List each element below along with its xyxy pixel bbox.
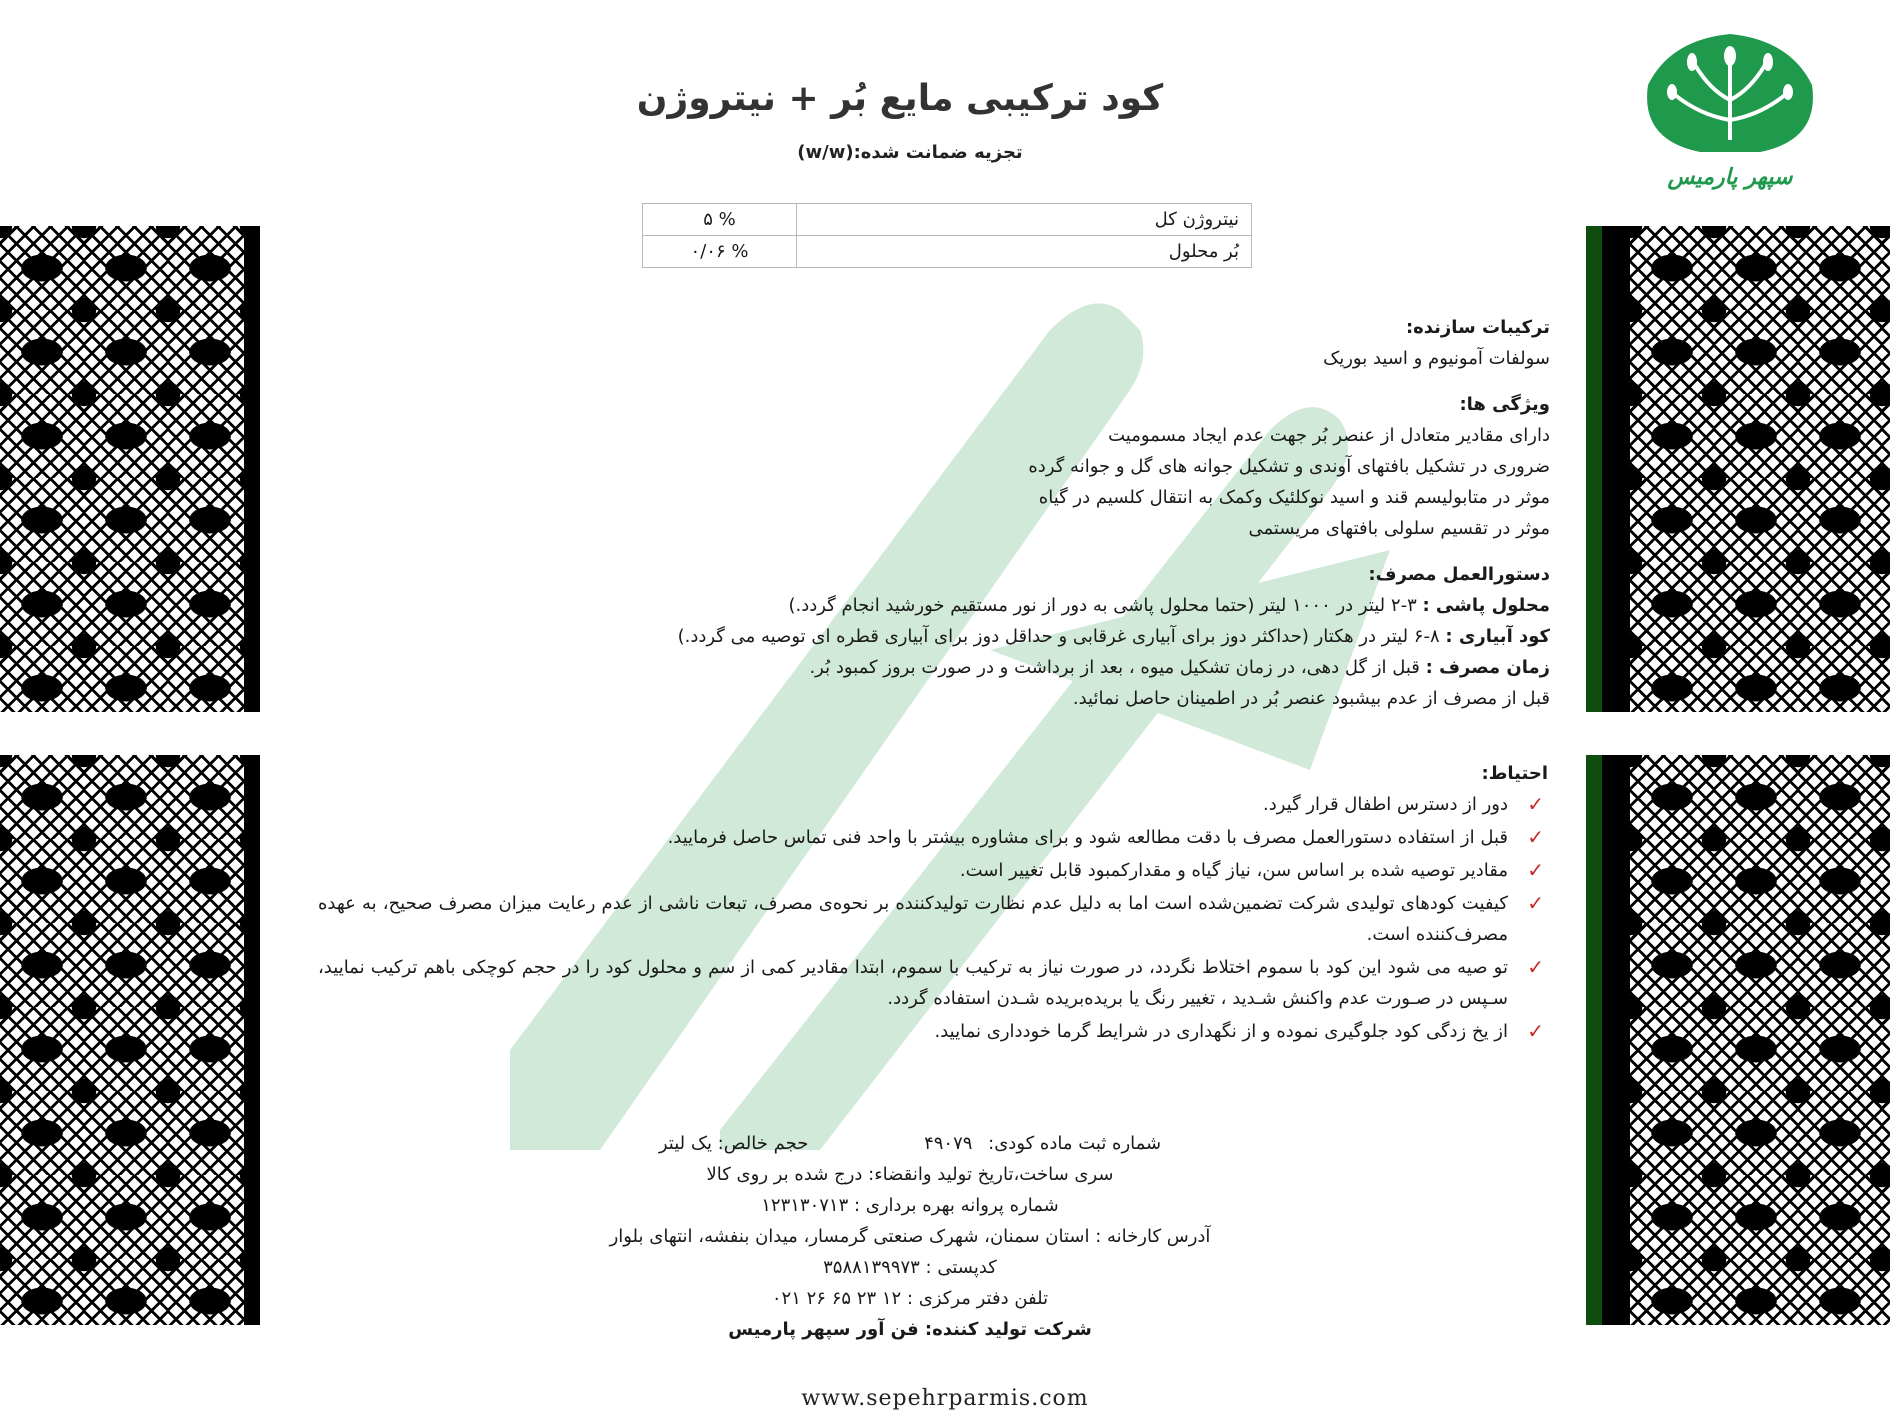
left-damask-panel-top — [0, 226, 244, 712]
caution-text: قبل از استفاده دستورالعمل مصرف با دقت مطالعه شود و برای مشاوره بیشتر با واحد فنی تماس حاصل فرمایید. — [667, 827, 1508, 848]
features-heading: ویژگی ها: — [1459, 394, 1550, 415]
footer-info — [470, 1128, 1350, 1345]
website-link[interactable]: www.sepehrparmis.com — [801, 1386, 1089, 1411]
usage-note: قبل از مصرف از عدم بیشبود عنصر بُر در اطمینان حاصل نمائید. — [1072, 688, 1550, 709]
caution-text: تو صیه می شود این کود با سموم اختلاط نگردد، در صورت نیاز به ترکیب با سموم، ابتدا مقادیر کمی از سم و محلول کود را در حجم کوچکی باهم ترکیب نمایید، سـپس در صـورت عدم واکنش شـدید ، تغییر رنگ یا بریده‌بریده شـدن استفاده گردد. — [318, 957, 1508, 1009]
left-bar-bottom — [244, 755, 260, 1325]
checkmark-icon: ✓ — [1527, 891, 1544, 915]
brand-logo — [1640, 30, 1820, 190]
page-subtitle: تجزیه ضمانت شده:(w/w) — [797, 142, 1023, 163]
right-green-bar-bottom — [1586, 755, 1602, 1325]
right-damask-panel-top — [1630, 226, 1890, 712]
page-title: کود ترکیبی مایع بُر + نیتروژن — [636, 78, 1164, 119]
address-line: آدرس کارخانه : استان سمنان، شهرک صنعتی گرمسار، میدان بنفشه، انتهای بلوار — [609, 1226, 1211, 1247]
list-item — [318, 789, 1544, 820]
registration-label: شماره ثبت ماده کودی: — [988, 1133, 1162, 1154]
registration-line — [470, 1128, 1350, 1159]
feature-item: ضروری در تشکیل بافتهای آوندی و تشکیل جوانه های گل و جوانه گرده — [1028, 456, 1550, 477]
table-row — [643, 236, 1252, 268]
leaf-logo-icon — [1640, 30, 1820, 155]
caution-text: کیفیت کودهای تولیدی شرکت تضمین‌شده است اما به دلیل عدم نظارت تولیدکننده بر نحوه‌ی مصرف، تبعات ناشی از عدم رعایت میزان مصرف صحیح، به عهده مصرف‌کننده است. — [318, 893, 1508, 945]
postal-line: کدپستی : ۳۵۸۸۱۳۹۹۷۳ — [823, 1257, 997, 1278]
list-item — [318, 1016, 1544, 1047]
checkmark-icon: ✓ — [1527, 1019, 1544, 1043]
spec-value: % ۵ — [643, 204, 797, 236]
checkmark-icon: ✓ — [1527, 825, 1544, 849]
table-row — [643, 204, 1252, 236]
checkmark-icon: ✓ — [1527, 858, 1544, 882]
brand-name: سپهر پارمیس — [1667, 165, 1793, 190]
usage-irrigation — [470, 621, 1550, 652]
main-content — [470, 312, 1550, 714]
spec-value: % ۰/۰۶ — [643, 236, 797, 268]
list-item — [318, 888, 1544, 950]
usage-spray-label: محلول پاشی : — [1422, 595, 1550, 616]
list-item — [318, 952, 1544, 1014]
batch-line: سری ساخت،تاریخ تولید وانقضاء: درج شده بر روی کالا — [706, 1164, 1114, 1185]
caution-text: از یخ زدگی کود جلوگیری نموده و از نگهداری در شرایط گرما خودداری نمایید. — [934, 1021, 1508, 1042]
left-bar-top — [244, 226, 260, 712]
license-line: شماره پروانه بهره برداری : ۱۲۳۱۳۰۷۱۳ — [761, 1195, 1059, 1216]
right-bar-top — [1602, 226, 1630, 712]
usage-irrigation-label: کود آبیاری : — [1445, 626, 1550, 647]
caution-text: دور از دسترس اطفال قرار گیرد. — [1262, 794, 1508, 815]
feature-item: دارای مقادیر متعادل از عنصر بُر جهت عدم ایجاد مسمومیت — [1108, 425, 1550, 446]
usage-time — [470, 652, 1550, 683]
usage-time-label: زمان مصرف : — [1425, 657, 1550, 678]
caution-text: مقادیر توصیه شده بر اساس سن، نیاز گیاه و مقدارکمبود قابل تغییر است. — [959, 860, 1508, 881]
checkmark-icon: ✓ — [1527, 955, 1544, 979]
list-item — [318, 855, 1544, 886]
left-damask-panel-bottom — [0, 755, 244, 1325]
spec-name: نیتروژن کل — [797, 204, 1252, 236]
registration-value: ۴۹۰۷۹ — [924, 1133, 973, 1154]
right-green-bar-top — [1586, 226, 1602, 712]
composition-text: سولفات آمونیوم و اسید بوریک — [1323, 348, 1550, 369]
usage-time-text: قبل از گل دهی، در زمان تشکیل میوه ، بعد از برداشت و در صورت بروز کمبود بُر. — [809, 657, 1420, 678]
spec-table — [642, 203, 1252, 268]
usage-spray-text: ۳-۲ لیتر در ۱۰۰۰ لیتر (حتما محلول پاشی به دور از نور مستقیم خورشید انجام گردد.) — [788, 595, 1417, 616]
phone-line: تلفن دفتر مرکزی : ۱۲ ۲۳ ۶۵ ۲۶ ۰۲۱ — [771, 1288, 1049, 1309]
feature-item: موثر در تقسیم سلولی بافتهای مریستمی — [1248, 518, 1550, 539]
list-item — [318, 822, 1544, 853]
usage-irrigation-text: ۸-۶ لیتر در هکتار (حداکثر دوز برای آبیاری غرقابی و حداقل دوز برای آبیاری قطره ای توصیه می گردد.) — [677, 626, 1440, 647]
caution-list — [318, 789, 1544, 1047]
caution-heading: احتیاط: — [1481, 763, 1548, 784]
feature-item: موثر در متابولیسم قند و اسید نوکلئیک وکمک به انتقال کلسیم در گیاه — [1038, 487, 1550, 508]
usage-heading: دستورالعمل مصرف: — [1368, 564, 1550, 585]
spec-name: بُر محلول — [797, 236, 1252, 268]
producer-line: شرکت تولید کننده: فن آور سپهر پارمیس — [728, 1319, 1092, 1340]
right-bar-bottom — [1602, 755, 1630, 1325]
caution-section — [318, 758, 1548, 1049]
checkmark-icon: ✓ — [1527, 792, 1544, 816]
net-volume: حجم خالص: یک لیتر — [658, 1133, 809, 1154]
right-damask-panel-bottom — [1630, 755, 1890, 1325]
usage-spray — [470, 590, 1550, 621]
composition-heading: ترکیبات سازنده: — [1405, 317, 1550, 338]
